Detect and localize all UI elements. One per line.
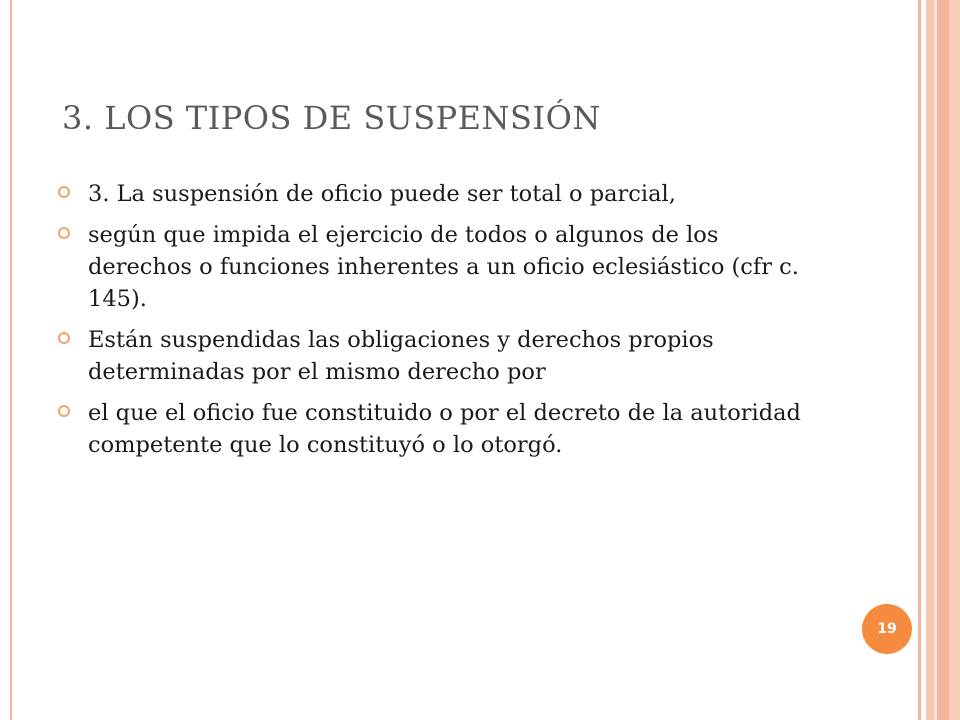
bullet-text: según que impida el ejercicio de todos o algunos de los derechos o funciones inherentes a un oficio eclesiástico (cfr c. 145). <box>88 222 799 312</box>
right-frame-line <box>918 0 921 720</box>
bullet-item <box>58 219 828 315</box>
bullet-text: el que el oficio fue constituido o por el decreto de la autoridad competente que lo constituyó o lo otorgó. <box>88 400 801 458</box>
right-decor-stripe <box>949 0 960 720</box>
page-number-badge: 19 <box>862 604 912 654</box>
bullet-item <box>58 397 828 461</box>
bullet-list <box>58 178 828 470</box>
bullet-item <box>58 178 828 210</box>
bullet-circle-icon <box>58 186 70 198</box>
bullet-text: Están suspendidas las obligaciones y derechos propios determinadas por el mismo derecho por <box>88 327 714 385</box>
left-frame-line <box>10 0 12 720</box>
bullet-item <box>58 324 828 388</box>
right-decor-stripe <box>937 0 949 720</box>
bullet-circle-icon <box>58 332 70 344</box>
bullet-circle-icon <box>58 227 70 239</box>
slide-title: 3. LOS TIPOS DE SUSPENSIÓN <box>62 99 601 137</box>
right-decor-stripe <box>926 0 934 720</box>
bullet-text: 3. La suspensión de oficio puede ser total o parcial, <box>88 181 676 207</box>
bullet-circle-icon <box>58 405 70 417</box>
